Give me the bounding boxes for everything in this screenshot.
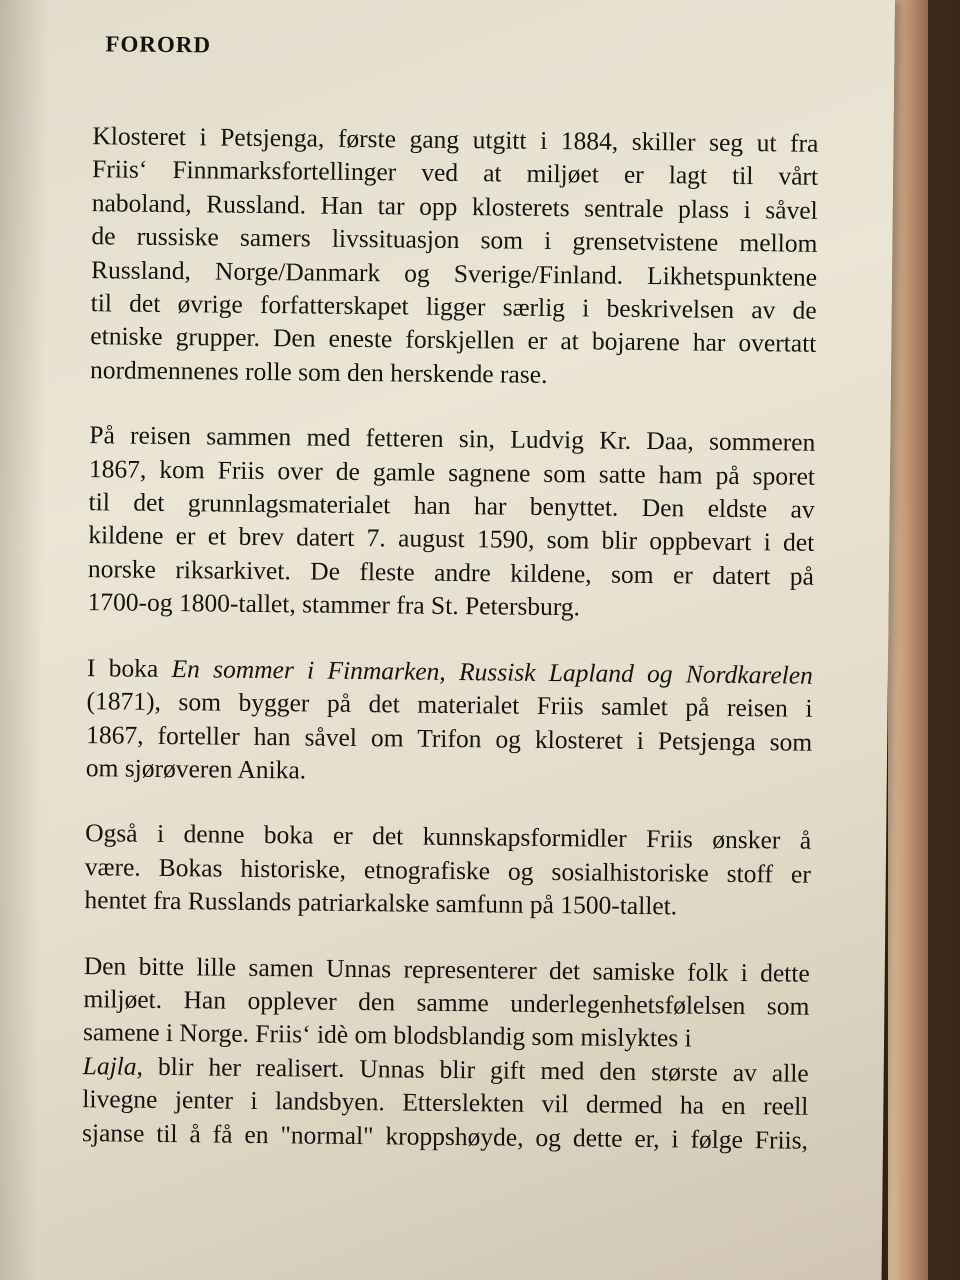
text-line: om sjørøveren Anika. (85, 753, 307, 785)
text-line: miljøet. Han opplever den samme underlegenhetsfølelsen som (83, 984, 810, 1021)
text-line: På reisen sammen med fetteren sin, Ludvig Kr. Daa, sommeren (89, 420, 816, 458)
text-line: samene i Norge. Friis‘ idè om blodsblandig som mislyktes i (82, 1017, 692, 1053)
text-line: være. Bokas historiske, etnografiske og sosialhistoriske stoff er (84, 851, 811, 889)
text-line: nordmennenes rolle som den herskende rase. (89, 355, 548, 389)
paragraph-5 (82, 949, 810, 1157)
spine-shadow (0, 0, 50, 1280)
text-block (82, 31, 820, 1189)
paragraph-3 (86, 651, 813, 792)
text-line: (1871), som bygger på det materialet Friis samlet på reisen i (86, 686, 813, 723)
book-title-italic: En sommer i Finmarken, Russisk Lapland og Nordkarelen (171, 653, 814, 690)
text-line: 1867, forteller han såvel om Trifon og klosteret i Petsjenga som (86, 719, 813, 757)
text-line: norske riksarkivet. De fleste andre kildene, som er datert på (87, 554, 815, 591)
page-heading: FORORD (105, 31, 212, 58)
paragraph-1 (90, 119, 819, 394)
text-line: livegne jenter i landsbyen. Etterslekten vil dermed ha en reell (82, 1084, 809, 1121)
text-line: Den bitte lille samen Unnas representerer det samiske folk i dette (83, 950, 810, 988)
text-line: hentet fra Russlands patriarkalske samfunn på 1500-tallet. (84, 885, 678, 921)
text-line: til det grunnlagsmaterialet han har benyttet. Den eldste av (88, 487, 815, 524)
text-line: naboland, Russland. Han tar opp klosterets sentrale plass i såvel (91, 187, 818, 225)
text-line: etniske grupper. Den eneste forskjellen er at bojarene har overtatt (90, 321, 817, 359)
paragraph-2 (87, 418, 815, 626)
text-fragment: , blir her realisert. Unnas blir gift med den største av alle (136, 1051, 809, 1088)
text-line: Russland, Norge/Danmark og Sverige/Finland. Likhetspunktene (90, 254, 818, 292)
text-line: Også i denne boka er det kunnskapsformidler Friis ønsker å (85, 818, 812, 856)
text-line: Friis‘ Finnmarksfortellinger ved at miljøet er lagt til vårt (91, 154, 819, 192)
text-line: til det øvrige forfatterskapet ligger særlig i beskrivelsen av de (90, 288, 817, 325)
text-line: de russiske samers livssituasjon som i grensetvistene mellom (91, 221, 818, 259)
book-title-italic: Lajla (82, 1050, 137, 1081)
text-line: Klosteret i Petsjenga, første gang utgitt i 1884, skiller seg ut fra (92, 121, 819, 158)
text-line: 1700-og 1800-tallet, stammer fra St. Petersburg. (87, 587, 581, 622)
text-line: kildene er et brev datert 7. august 1590, som blir oppbevart i det (88, 520, 815, 558)
text-line: sjanse til å få en "normal" kroppshøyde, og dette er, i følge Friis, (81, 1117, 809, 1155)
text-line: 1867, kom Friis over de gamle sagnene som satte ham på sporet (88, 453, 816, 491)
text-fragment: I boka (86, 652, 172, 683)
page-edge (888, 0, 928, 1280)
paragraph-4 (84, 816, 811, 924)
